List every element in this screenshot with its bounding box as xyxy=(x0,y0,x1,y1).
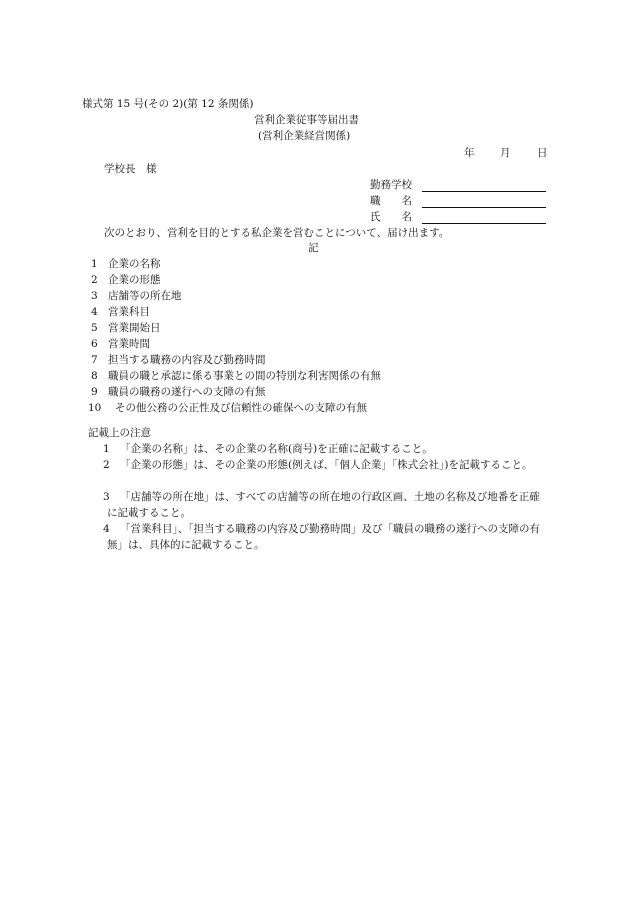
item-number: 6 xyxy=(91,338,98,350)
note-text: 「企業の名称」は、その企業の名称(商号)を正確に記載すること。 xyxy=(120,443,433,455)
item-text: 企業の形態 xyxy=(108,274,161,286)
note-text: 「店舗等の所在地」は、すべての店舗等の所在地の行政区画、土地の名称及び地番を正確に記載すること。 xyxy=(107,491,540,519)
position-field[interactable] xyxy=(422,193,546,208)
item-text: 店舗等の所在地 xyxy=(108,290,182,302)
form-label: 様式第 15 号(その 2)(第 12 条関係) xyxy=(82,98,254,110)
school-field[interactable] xyxy=(422,177,546,192)
item-text: 営業科目 xyxy=(108,306,150,318)
date-month-label: 月 xyxy=(500,147,511,159)
item-number: 8 xyxy=(91,370,98,382)
date-year-label: 年 xyxy=(464,147,475,159)
item-number: 1 xyxy=(91,258,98,270)
item-number: 9 xyxy=(91,386,98,398)
ki-mark: 記 xyxy=(308,242,319,254)
note-number: 3 xyxy=(103,491,110,503)
date-day-label: 日 xyxy=(537,147,548,159)
item-text: 営業時間 xyxy=(108,338,150,350)
item-text: 担当する職務の内容及び勤務時間 xyxy=(108,354,266,366)
item-number: 2 xyxy=(91,274,98,286)
item-text: 企業の名称 xyxy=(108,258,161,270)
item-number: 7 xyxy=(91,354,98,366)
item-number: 10 xyxy=(88,402,102,414)
notes-title: 記載上の注意 xyxy=(88,427,151,439)
item-number: 3 xyxy=(91,290,98,302)
item-number: 4 xyxy=(91,306,98,318)
position-label: 職 名 xyxy=(370,195,412,207)
item-text: 職員の職務の遂行への支障の有無 xyxy=(108,386,266,398)
addressee: 学校長 様 xyxy=(104,163,157,175)
item-text: 営業開始日 xyxy=(108,322,161,334)
item-text: その他公務の公正性及び信頼性の確保への支障の有無 xyxy=(115,402,367,414)
note-text: 「営業科目」、「担当する職務の内容及び勤務時間」及び「職員の職務の遂行への支障の有無」は、具体的に記載すること。 xyxy=(107,523,540,551)
intro-text: 次のとおり、営利を目的とする私企業を営むことについて、届け出ます。 xyxy=(104,227,450,239)
note-number: 1 xyxy=(103,443,110,455)
note-number: 2 xyxy=(103,459,110,471)
item-number: 5 xyxy=(91,322,98,334)
form-title: 営利企業従事等届出書 xyxy=(254,114,359,126)
name-field[interactable] xyxy=(422,209,546,224)
name-label: 氏 名 xyxy=(370,211,412,223)
school-label: 勤務学校 xyxy=(370,179,412,191)
form-subtitle: (営利企業経営関係) xyxy=(258,130,351,142)
note-text: 「企業の形態」は、その企業の形態(例えば、「個人企業」「株式会社」)を記載すること。 xyxy=(120,459,533,471)
note-number: 4 xyxy=(103,523,110,535)
item-text: 職員の職と承認に係る事業との間の特別な利害関係の有無 xyxy=(108,370,381,382)
